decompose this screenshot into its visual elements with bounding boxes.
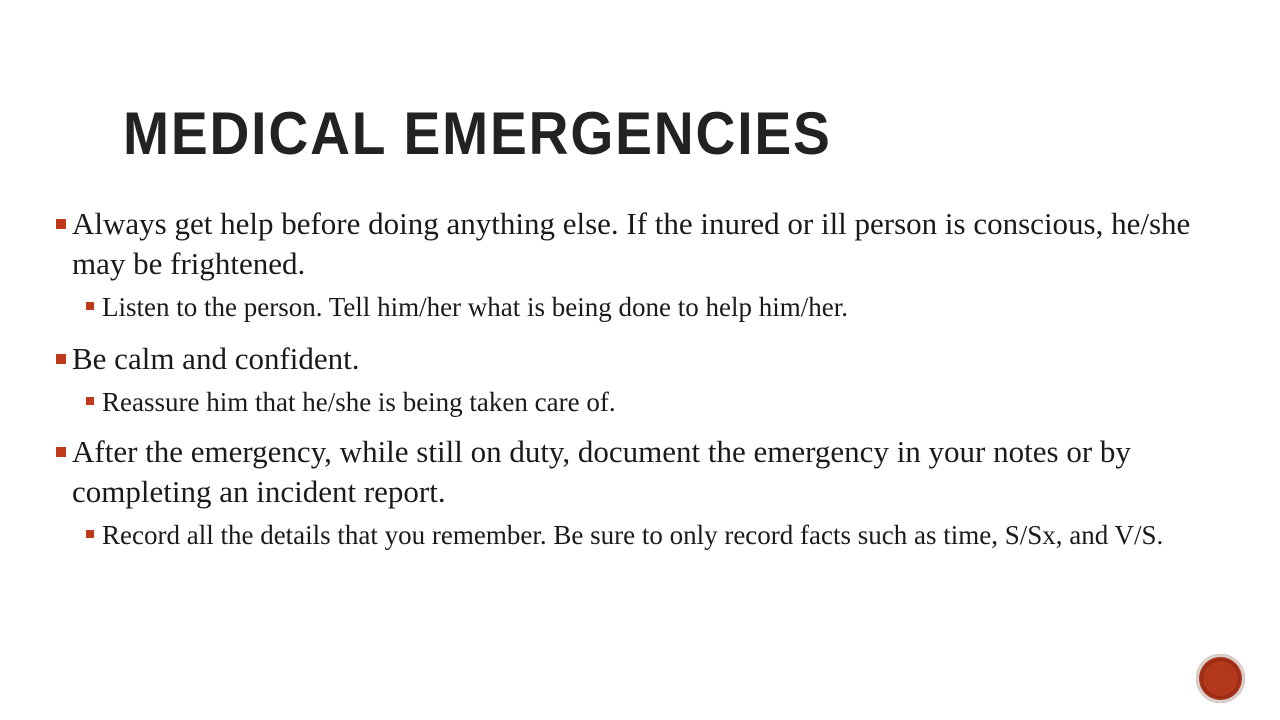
square-bullet-icon [86, 397, 94, 405]
sub-bullet-item [54, 517, 1214, 553]
square-bullet-icon [56, 447, 66, 457]
bullet-item [54, 432, 1214, 512]
bullet-item [54, 204, 1214, 284]
sub-bullet-text: Listen to the person. Tell him/her what is being done to help him/her. [102, 292, 848, 322]
bullet-item [54, 339, 1214, 379]
bullet-text: Always get help before doing anything else. If the inured or ill person is conscious, he/she may be frightened. [72, 206, 1191, 281]
sub-bullet-item [54, 384, 1214, 420]
slide-title: MEDICAL EMERGENCIES [123, 100, 832, 167]
circle-badge-inner [1203, 661, 1238, 696]
square-bullet-icon [86, 530, 94, 538]
sub-bullet-item [54, 289, 1214, 325]
sub-bullet-text: Reassure him that he/she is being taken care of. [102, 387, 616, 417]
bullet-list [54, 204, 1214, 553]
bullet-text: After the emergency, while still on duty, document the emergency in your notes or by completing an incident report. [72, 434, 1131, 509]
sub-bullet-text: Record all the details that you remember. Be sure to only record facts such as time, S/Sx, and V/S. [102, 520, 1164, 550]
square-bullet-icon [56, 354, 66, 364]
circle-badge-icon [1196, 654, 1245, 703]
square-bullet-icon [86, 302, 94, 310]
bullet-text: Be calm and confident. [72, 341, 360, 376]
square-bullet-icon [56, 219, 66, 229]
